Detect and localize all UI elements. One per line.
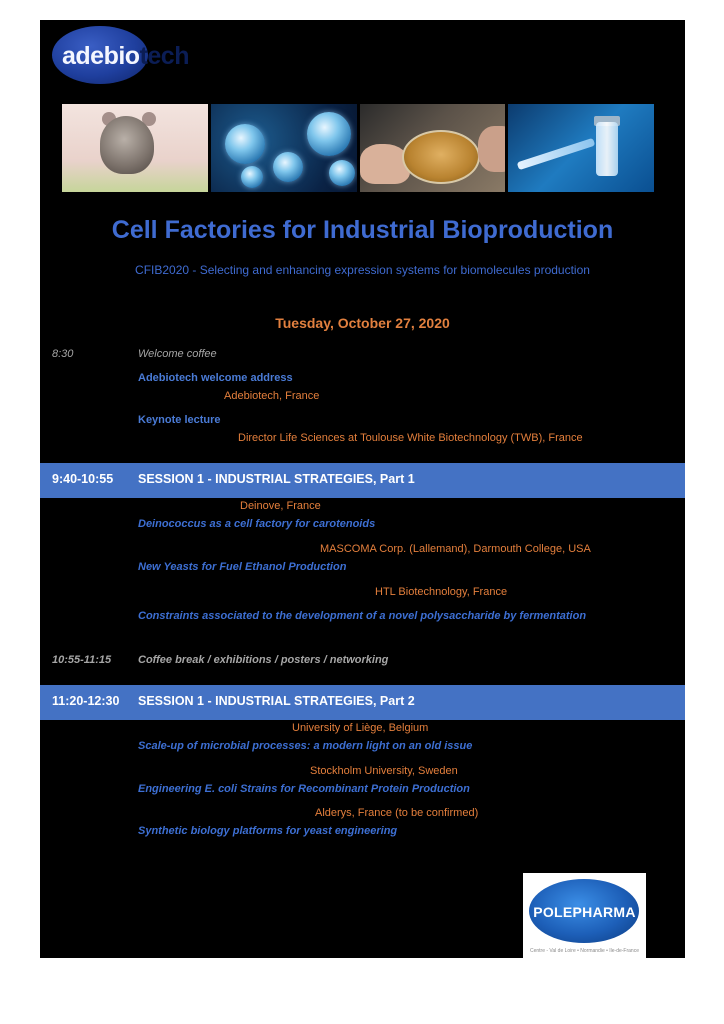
polepharma-regions: Centre - Val de Loire • Normandie • Ile-de-France [529, 948, 639, 954]
keynote-label: Keynote lecture [138, 414, 221, 426]
talk-title: Engineering E. coli Strains for Recombinant Protein Production [138, 783, 470, 795]
vial-photo [508, 104, 654, 192]
talk-org: Stockholm University, Sweden [310, 765, 458, 777]
logo-text-part1: adebio [62, 42, 140, 70]
talk-org: HTL Biotechnology, France [375, 586, 508, 598]
talk-title: Deinococcus as a cell factory for carotenoids [138, 518, 376, 530]
talk-org: MASCOMA Corp. (Lallemand), Darmouth College, USA [320, 543, 591, 555]
polepharma-logo [523, 873, 646, 958]
talk-title: Scale-up of microbial processes: a modern light on an old issue [138, 740, 473, 752]
talk-title: New Yeasts for Fuel Ethanol Production [138, 561, 347, 573]
welcome-coffee: Welcome coffee [138, 348, 217, 360]
talk-org: Alderys, France (to be confirmed) [315, 807, 479, 819]
welcome-address-org: Adebiotech, France [224, 390, 320, 402]
session2-title: SESSION 1 - INDUSTRIAL STRATEGIES, Part 2 [138, 694, 415, 708]
cells-photo [211, 104, 357, 192]
photo-strip [62, 104, 654, 192]
polepharma-name: POLEPHARMA [533, 904, 636, 920]
program-page [40, 20, 685, 958]
session2-band [40, 685, 685, 720]
intro-time: 8:30 [52, 348, 74, 360]
break-label: Coffee break / exhibitions / posters / networking [138, 654, 389, 666]
logo-text-part2: tech [139, 42, 189, 70]
talk-title: Constraints associated to the development of a novel polysaccharide by fermentation [138, 610, 587, 622]
session1-band [40, 463, 685, 498]
mouse-photo [62, 104, 208, 192]
talk-org: University of Liège, Belgium [292, 722, 429, 734]
event-date: Tuesday, October 27, 2020 [275, 315, 450, 331]
break-time: 10:55-11:15 [52, 654, 112, 666]
adebiotech-logo [52, 26, 192, 84]
petri-dish-photo [360, 104, 506, 192]
logo-text [62, 42, 189, 71]
talk-org: Deinove, France [240, 500, 321, 512]
talk-title: Synthetic biology platforms for yeast engineering [138, 825, 398, 837]
keynote-org: Director Life Sciences at Toulouse White Biotechnology (TWB), France [238, 432, 583, 444]
page-subtitle: CFIB2020 - Selecting and enhancing expression systems for biomolecules production [135, 263, 590, 277]
welcome-address: Adebiotech welcome address [138, 372, 293, 384]
session2-time: 11:20-12:30 [52, 694, 120, 708]
session1-time: 9:40-10:55 [52, 472, 114, 486]
page-title: Cell Factories for Industrial Bioproduction [111, 216, 614, 244]
session1-title: SESSION 1 - INDUSTRIAL STRATEGIES, Part 1 [138, 472, 415, 486]
